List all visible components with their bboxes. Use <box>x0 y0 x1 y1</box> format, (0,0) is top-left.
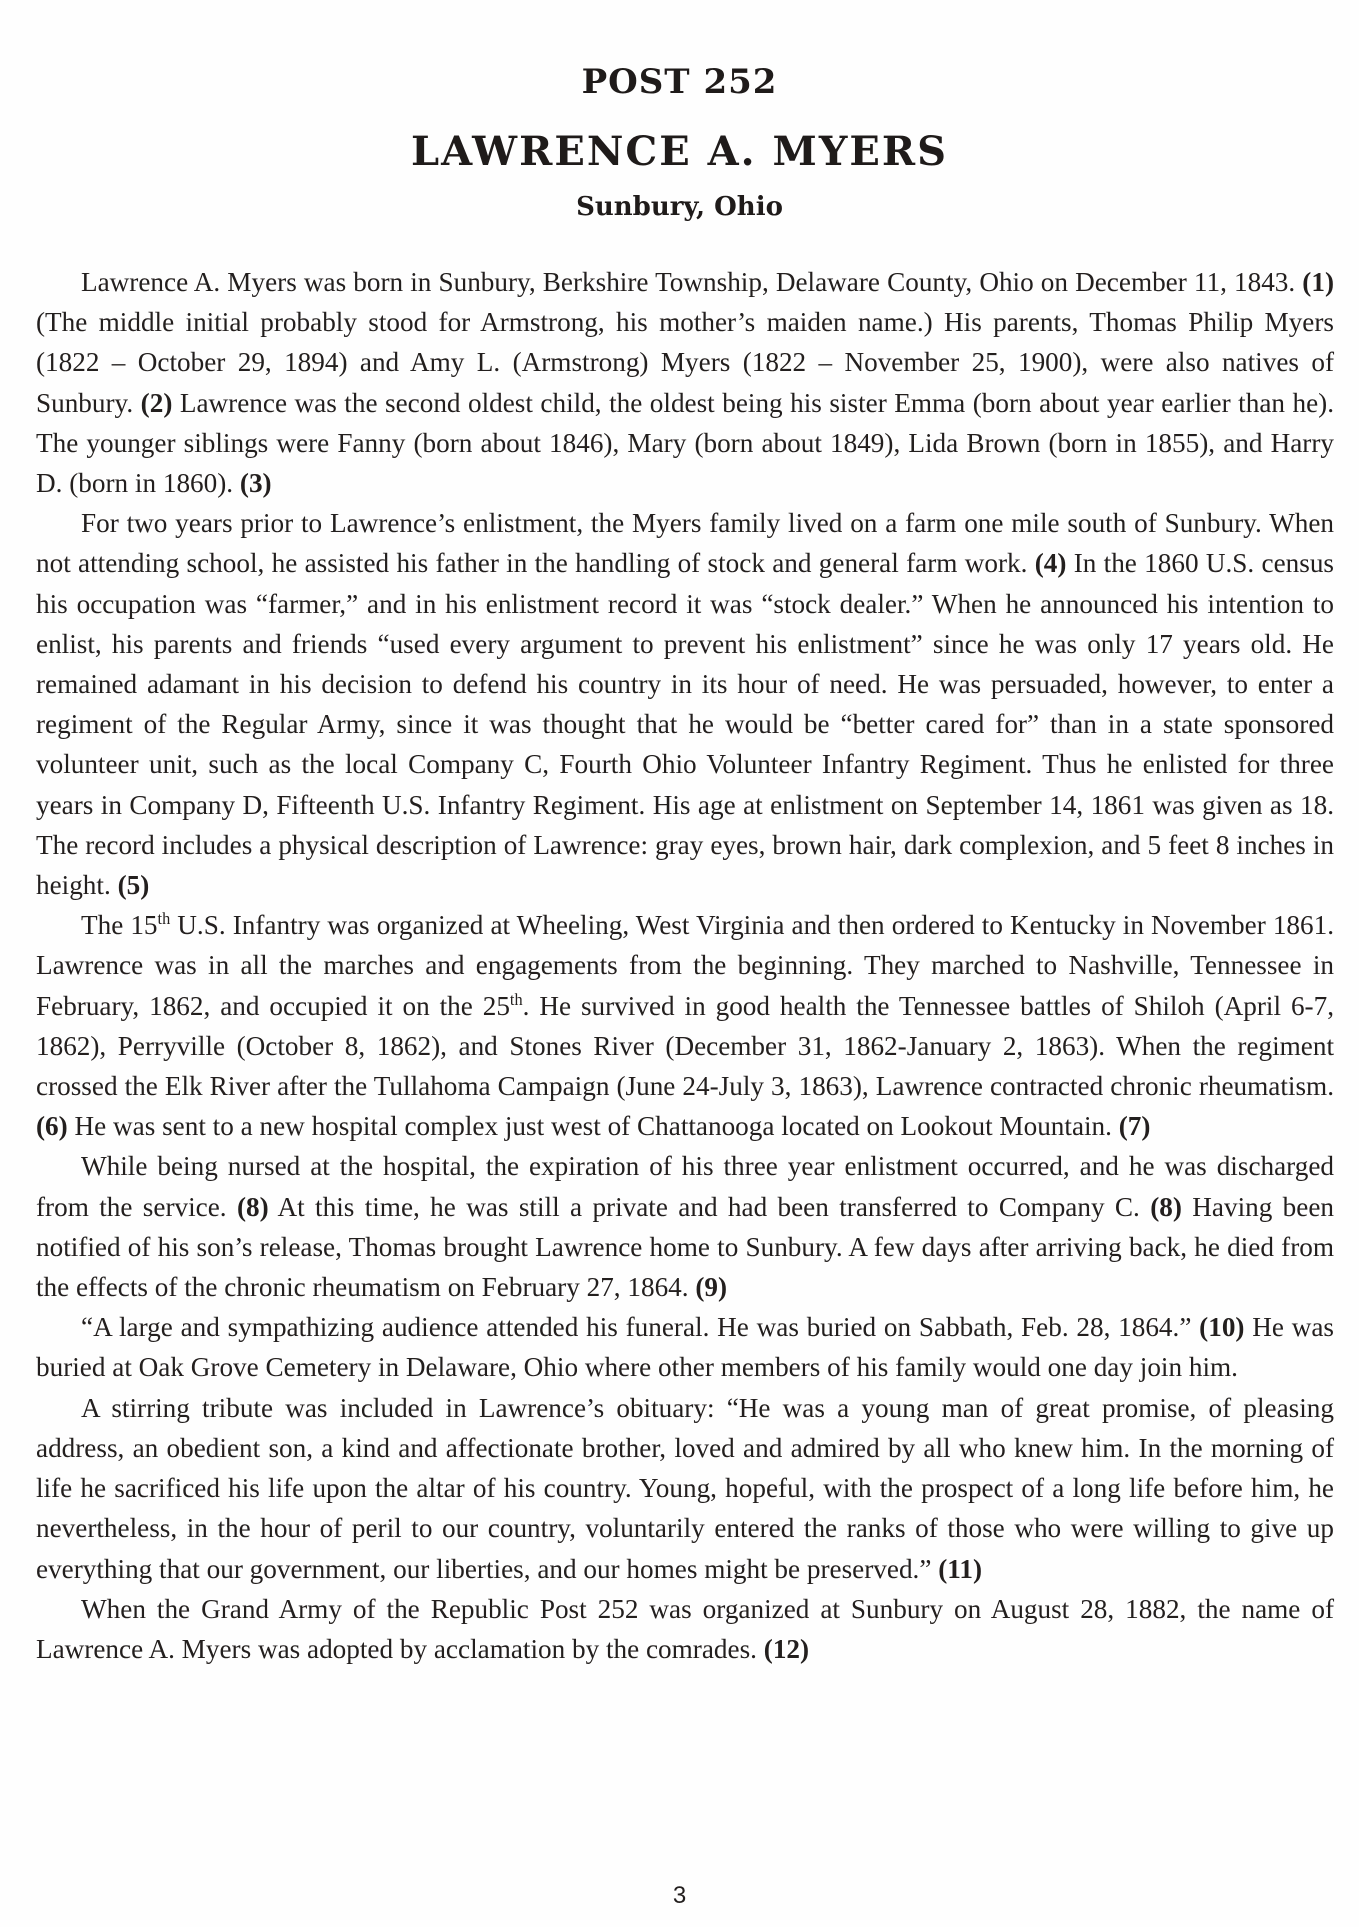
footnote-reference: (5) <box>117 870 150 901</box>
page-number: 3 <box>672 1882 687 1909</box>
footnote-reference: (7) <box>1118 1111 1151 1142</box>
text-run: . He survived in good health the Tennessee battles of Shiloh (April 6-7, 1862), Perryville (October 8, 1862), and Stones River (December 31, 1862-January 2, 1863). When the regiment crossed the Elk River after the Tullahoma Campaign (June 24-July 3, 1863), Lawrence contracted chronic rheumatism. <box>36 990 1334 1102</box>
footnote-reference: (11) <box>938 1553 983 1584</box>
text-run: The 15 <box>81 910 158 941</box>
ordinal-suffix: th <box>509 989 523 1009</box>
footnote-reference: (6) <box>36 1111 68 1142</box>
text-run: U.S. Infantry was organized at Wheeling, West Virginia and then ordered to Kentucky in November 1861. Lawrence was in all the marches and engagements from the beginning. They marched to Nashville, Tennessee in February, 1862, and occupied it on the 25 <box>36 910 1334 1021</box>
footnote-reference: (8) <box>236 1191 269 1222</box>
paragraph-post-naming <box>36 1589 1334 1669</box>
paragraph-birth <box>36 262 1334 503</box>
ordinal-suffix: th <box>157 909 171 929</box>
place-subtitle: Sunbury, Ohio <box>576 192 783 222</box>
footnote-reference: (2) <box>140 387 173 418</box>
text-run: In the 1860 U.S. census his occupation was “farmer,” and in his enlistment record it was “stock dealer.” When he announced his intention to enlist, his parents and friends “used every argument to prevent his enlistment” since he was only 17 years old. He remained adamant in his decision to defend his country in its hour of need. He was persuaded, however, to enter a regiment of the Regular Army, since it was thought that he would be “better cared for” than in a state sponsored volunteer unit, such as the local Company C, Fourth Ohio Volunteer Infantry Regiment. Thus he enlisted for three years in Company D, Fifteenth U.S. Infantry Regiment. His age at enlistment on September 14, 1861 was given as 18. The record includes a physical description of Lawrence: gray eyes, brown hair, dark complexion, and 5 feet 8 inches in height. <box>36 548 1334 901</box>
text-run: At this time, he was still a private and had been transferred to Company C. <box>268 1191 1151 1222</box>
footnote-reference: (12) <box>763 1633 810 1664</box>
footnote-reference: (9) <box>695 1272 728 1303</box>
footnote-reference: (8) <box>1150 1191 1182 1222</box>
footnote-reference: (10) <box>1199 1312 1245 1343</box>
text-run: A stirring tribute was included in Lawrence’s obituary: “He was a young man of great promise, of pleasing address, an obedient son, a kind and affectionate brother, loved and admired by all who knew him. In the morning of life he sacrificed his life upon the altar of his country. Young, hopeful, with the prospect of a long life before him, he nevertheless, in the hour of peril to our country, voluntarily entered the ranks of those who were willing to give up everything that our government, our liberties, and our homes might be preserved.” <box>36 1392 1334 1584</box>
text-run: Lawrence A. Myers was born in Sunbury, Berkshire Township, Delaware County, Ohio on December 11, 1843. <box>81 267 1303 297</box>
paragraph-enlistment <box>36 503 1334 905</box>
post-title: POST 252 <box>581 62 778 102</box>
article-body <box>36 262 1334 1669</box>
footnote-reference: (3) <box>239 468 272 499</box>
text-run: “A large and sympathizing audience attended his funeral. He was buried on Sabbath, Feb. 28, 1864.” <box>81 1312 1200 1343</box>
footnote-reference: (1) <box>1302 267 1334 297</box>
text-run: Having been notified of his son’s release, Thomas brought Lawrence home to Sunbury. A few days after arriving back, he died from the effects of the chronic rheumatism on February 27, 1864. <box>36 1191 1335 1303</box>
footnote-reference: (4) <box>1034 548 1067 579</box>
text-run: While being nursed at the hospital, the expiration of his three year enlistment occurred, and he was discharged from the service. <box>36 1151 1334 1222</box>
text-run: (The middle initial probably stood for Armstrong, his mother’s maiden name.) His parents, Thomas Philip Myers (1822 – October 29, 1894) and Amy L. (Armstrong) Myers (1822 – November 25, 1900), were also natives of Sunbury. <box>36 307 1334 418</box>
page-title: LAWRENCE A. MYERS <box>411 128 948 175</box>
text-run: For two years prior to Lawrence’s enlistment, the Myers family lived on a farm one mile south of Sunbury. When not attending school, he assisted his father in the handling of stock and general farm work. <box>36 508 1334 579</box>
text-run: He was sent to a new hospital complex just west of Chattanooga located on Lookout Mountain. <box>67 1111 1119 1142</box>
text-run: When the Grand Army of the Republic Post 252 was organized at Sunbury on August 28, 1882, the name of Lawrence A. Myers was adopted by acclamation by the comrades. <box>36 1593 1334 1664</box>
text-run: Lawrence was the second oldest child, the oldest being his sister Emma (born about year earlier than he). The younger siblings were Fanny (born about 1846), Mary (born about 1849), Lida Brown (born in 1855), and Harry D. (born in 1860). <box>36 387 1334 499</box>
text-run: He was buried at Oak Grove Cemetery in Delaware, Ohio where other members of his family would one day join him. <box>36 1312 1334 1383</box>
paragraph-funeral <box>36 1307 1334 1387</box>
paragraph-discharge <box>36 1146 1334 1307</box>
paragraph-obituary <box>36 1388 1334 1589</box>
paragraph-service <box>36 905 1334 1146</box>
